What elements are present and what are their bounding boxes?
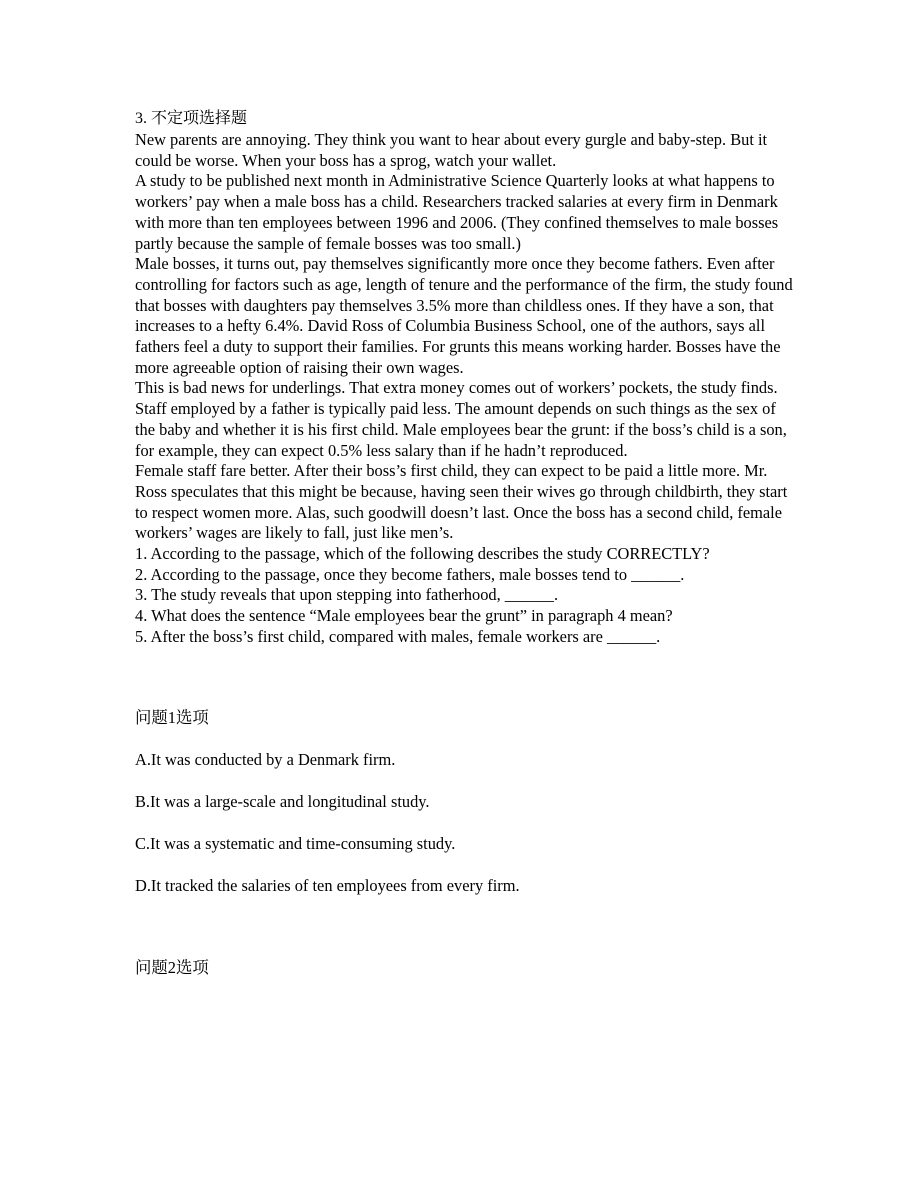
question-list bbox=[135, 544, 795, 648]
question-heading: 3. 不定项选择题 bbox=[135, 110, 248, 127]
question-4: 4. What does the sentence “Male employees bear the grunt” in paragraph 4 mean? bbox=[135, 606, 673, 626]
option-a: A.It was conducted by a Denmark firm. bbox=[135, 749, 396, 769]
passage-paragraph-1: New parents are annoying. They think you want to hear about every gurgle and baby-step. But it could be worse. When your boss has a sprog, watch your wallet. bbox=[135, 130, 768, 170]
passage-paragraph-3: Male bosses, it turns out, pay themselves significantly more once they become fathers. Even after controlling for factors such as age, length of tenure and the performance of the firm, the study found that bosses with daughters pay themselves 3.5% more than childless ones. If they have a son, that increases to a hefty 6.4%. David Ross of Columbia Business School, one of the authors, says all fathers feel a duty to support their families. For grunts this means working harder. Bosses have the more agreeable option of raising their own wages. bbox=[135, 254, 793, 377]
passage-paragraph-4: This is bad news for underlings. That extra money comes out of workers’ pockets, the study finds. Staff employed by a father is typically paid less. The amount depends on such things as the sex of the baby and whether it is his first child. Male employees bear the grunt: if the boss’s child is a son, for example, they can expect 0.5% less salary than if he hadn’t reproduced. bbox=[135, 378, 787, 460]
passage-paragraph-5: Female staff fare better. After their boss’s first child, they can expect to be paid a little more. Mr. Ross speculates that this might be because, having seen their wives go through childbirth, they start to respect women more. Alas, such goodwill doesn’t last. Once the boss has a second child, female workers’ wages are likely to fall, just like men’s. bbox=[135, 461, 788, 543]
passage-paragraph-2: A study to be published next month in Administrative Science Quarterly looks at what happens to workers’ pay when a male boss has a child. Researchers tracked salaries at every firm in Denmark with more than ten employees between 1996 and 2006. (They confined themselves to male bosses partly because the sample of female bosses was too small.) bbox=[135, 171, 779, 253]
question-1: 1. According to the passage, which of the following describes the study CORRECTLY? bbox=[135, 544, 710, 564]
options-section-title: 问题1选项 bbox=[135, 707, 209, 727]
document-page bbox=[135, 108, 795, 978]
options-section-2 bbox=[135, 958, 795, 978]
options-section-1 bbox=[135, 708, 795, 896]
passage bbox=[135, 130, 795, 544]
option-b: B.It was a large-scale and longitudinal study. bbox=[135, 791, 430, 811]
options-section-title: 问题2选项 bbox=[135, 957, 209, 977]
question-5: 5. After the boss’s first child, compared with males, female workers are ______. bbox=[135, 626, 661, 646]
option-c: C.It was a systematic and time-consuming study. bbox=[135, 833, 456, 853]
option-d: D.It tracked the salaries of ten employees from every firm. bbox=[135, 875, 520, 895]
question-3: 3. The study reveals that upon stepping into fatherhood, ______. bbox=[135, 585, 559, 605]
question-2: 2. According to the passage, once they become fathers, male bosses tend to ______. bbox=[135, 564, 685, 584]
